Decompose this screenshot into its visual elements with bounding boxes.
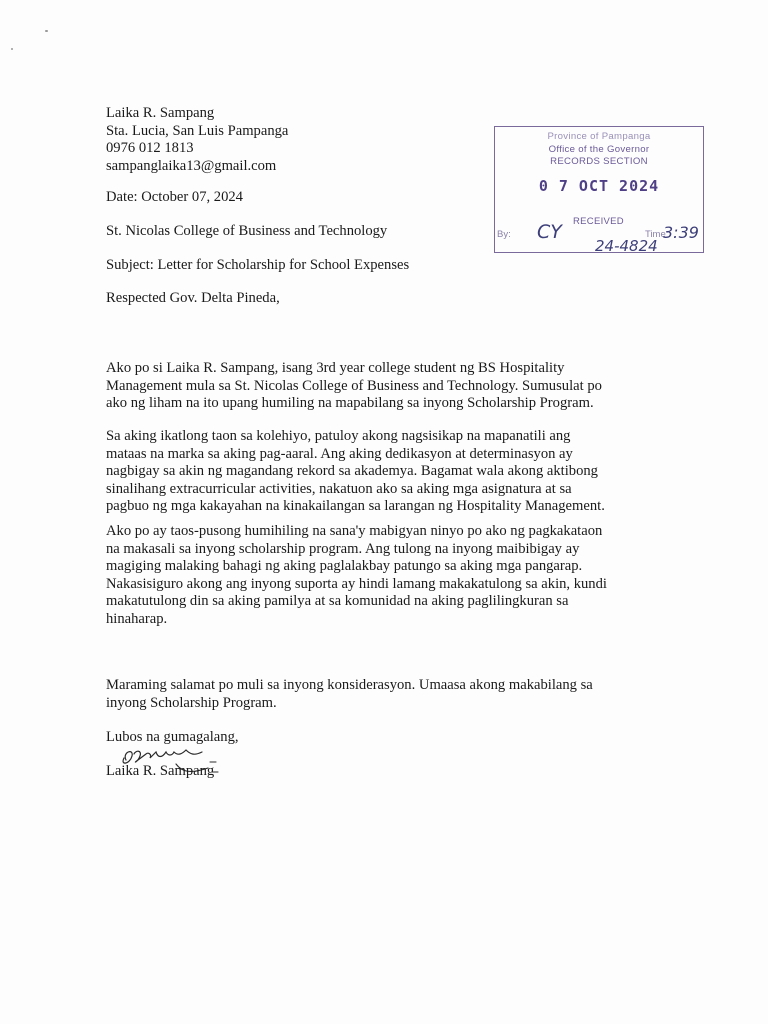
stamp-by-label: By: xyxy=(497,229,511,240)
paragraph-line: magiging malaking bahagi ng aking paglalakbay patungo sa aking mga pangarap. xyxy=(106,558,583,575)
stamp-reference-number: 24-4824 xyxy=(595,237,658,255)
sender-email: sampanglaika13@gmail.com xyxy=(106,157,277,174)
paragraph-line: nagbigay sa akin ng magandang rekord sa akademya. Bagamat wala akong aktibong xyxy=(106,463,598,480)
paragraph-line: sinalihang extracurricular activities, nakatuon ako sa aking mga asignatura at sa xyxy=(106,480,572,497)
closing-line: Lubos na gumagalang, xyxy=(106,729,239,745)
scan-speck xyxy=(11,48,13,50)
received-stamp xyxy=(494,126,704,253)
recipient-school: St. Nicolas College of Business and Technology xyxy=(106,223,388,239)
sender-phone: 0976 012 1813 xyxy=(106,140,194,157)
paragraph-line: Ako po ay taos-pusong humihiling na sana'y mabigyan ninyo po ako ng pagkakataon xyxy=(106,523,603,539)
stamp-section: RECORDS SECTION xyxy=(550,156,648,167)
signature-name: Laika R. Sampang xyxy=(106,763,215,779)
paragraph-line: Maraming salamat po muli sa inyong konsiderasyon. Umaasa akong makabilang sa xyxy=(106,677,593,693)
letter-date: Date: October 07, 2024 xyxy=(106,189,243,205)
letter-subject: Subject: Letter for Scholarship for School Expenses xyxy=(106,257,410,273)
sender-address: Sta. Lucia, San Luis Pampanga xyxy=(106,122,289,139)
stamp-time-label: Time: xyxy=(645,229,669,240)
salutation: Respected Gov. Delta Pineda, xyxy=(106,290,280,306)
body-paragraph-1 xyxy=(106,360,602,413)
body-paragraph-3 xyxy=(106,523,607,629)
stamp-office: Office of the Governor xyxy=(548,144,650,155)
stamp-initials: CY xyxy=(537,221,562,243)
stamp-time-value: 3:39 xyxy=(663,223,699,242)
sender-block xyxy=(106,105,288,175)
paragraph-line: makatutulong din sa aking pamilya at sa komunidad na aking paglilingkuran sa xyxy=(106,593,569,610)
paragraph-line: mataas na marka sa aking pag-aaral. Ang aking dedikasyon at determinasyon ay xyxy=(106,445,573,462)
paragraph-line: pagbuo ng mga kakayahan na kinakailangan sa larangan ng Hospitality Management. xyxy=(106,498,605,515)
stamp-province: Province of Pampanga xyxy=(547,131,651,142)
paragraph-line: na makasali sa inyong scholarship program. Ang tulong na inyong maibibigay ay xyxy=(106,540,580,557)
stamp-date: 0 7 OCT 2024 xyxy=(538,177,660,195)
body-paragraph-2 xyxy=(106,428,605,516)
body-paragraph-4 xyxy=(106,677,593,712)
paragraph-line: ako ng liham na ito upang humiling na mapabilang sa inyong Scholarship Program. xyxy=(106,395,594,412)
paragraph-line: inyong Scholarship Program. xyxy=(106,694,277,711)
paragraph-line: Ako po si Laika R. Sampang, isang 3rd year college student ng BS Hospitality xyxy=(106,360,565,376)
paragraph-line: hinaharap. xyxy=(106,610,168,627)
paragraph-line: Sa aking ikatlong taon sa kolehiyo, patuloy akong nagsisikap na mapanatili ang xyxy=(106,428,571,444)
paragraph-line: Nakasisiguro akong ang inyong suporta ay hindi lamang makakatulong sa akin, kundi xyxy=(106,575,607,592)
scan-speck xyxy=(45,30,48,32)
paragraph-line: Management mula sa St. Nicolas College of Business and Technology. Sumusulat po xyxy=(106,377,602,394)
sender-name: Laika R. Sampang xyxy=(106,105,215,121)
stamp-received: RECEIVED xyxy=(573,216,624,227)
